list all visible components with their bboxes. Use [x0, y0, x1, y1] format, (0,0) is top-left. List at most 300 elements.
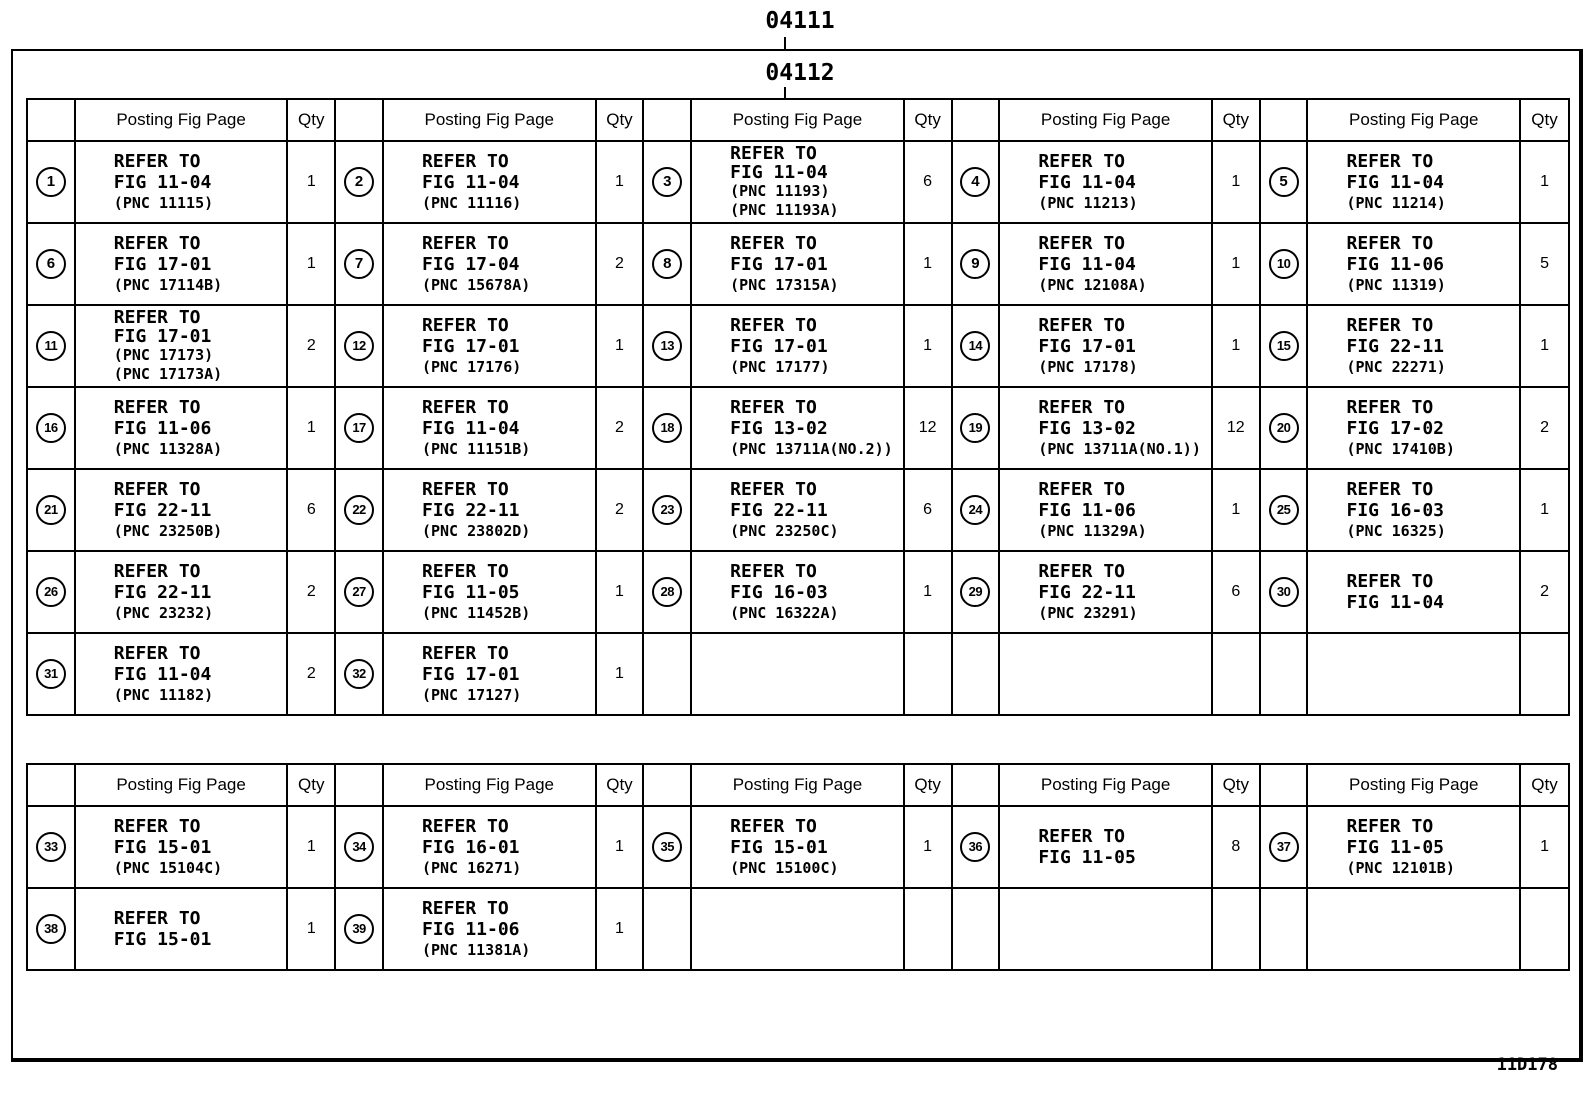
pnc-reference: (PNC 11182): [113, 685, 214, 704]
item-number-badge: 10: [1269, 249, 1299, 279]
pnc-reference: (PNC 17176): [421, 357, 522, 376]
pnc-reference: (PNC 11329A): [1038, 521, 1147, 540]
figure-reference: FIG 17-04: [421, 253, 520, 275]
refer-to-label: REFER TO: [1346, 232, 1434, 254]
item-number-cell: [1260, 469, 1308, 551]
header-index-cell: [643, 764, 691, 806]
header-posting-fig-page: Posting Fig Page: [999, 99, 1212, 141]
pnc-reference: (PNC 15678A): [421, 275, 531, 294]
quantity-cell: 1: [904, 806, 952, 888]
figure-reference: FIG 11-04: [421, 171, 520, 193]
table-row: [27, 141, 1569, 223]
pnc-reference: (PNC 16325): [1346, 521, 1446, 540]
table-row: [27, 305, 1569, 387]
item-number-badge: 14: [960, 331, 990, 361]
item-number-cell: [1260, 141, 1308, 223]
table-row: [27, 888, 1569, 970]
quantity-cell: 2: [1520, 551, 1569, 633]
refer-to-label: REFER TO: [421, 815, 509, 837]
item-number-badge: 3: [652, 167, 682, 197]
item-number-badge: 21: [36, 495, 66, 525]
quantity-cell: 1: [904, 223, 952, 305]
pnc-reference: (PNC 17127): [421, 685, 522, 704]
quantity-cell: 2: [1520, 387, 1569, 469]
item-number-cell: [27, 469, 75, 551]
posting-reference-cell: [691, 806, 904, 888]
header-index-cell: [27, 764, 75, 806]
table-row: [27, 469, 1569, 551]
quantity-cell: 6: [904, 469, 952, 551]
posting-reference-cell: [691, 469, 904, 551]
posting-reference-cell: [999, 141, 1212, 223]
posting-reference-cell: [691, 387, 904, 469]
figure-reference: FIG 11-04: [113, 171, 212, 193]
quantity-cell: 1: [1212, 141, 1260, 223]
item-number-badge: 26: [36, 577, 66, 607]
figure-reference: FIG 11-05: [1038, 847, 1136, 868]
item-number-badge: 18: [652, 413, 682, 443]
posting-reference-cell: [1307, 305, 1520, 387]
refer-to-label: REFER TO: [1346, 314, 1434, 336]
quantity-cell: 6: [287, 469, 335, 551]
figure-reference: FIG 11-06: [1038, 499, 1136, 521]
item-number-cell: [335, 551, 383, 633]
figure-reference: FIG 11-04: [730, 162, 828, 183]
header-qty: Qty: [596, 764, 644, 806]
refer-to-label: REFER TO: [1038, 826, 1126, 847]
item-number-cell: [643, 888, 691, 970]
refer-to-label: REFER TO: [113, 560, 201, 582]
item-number-cell: [1260, 806, 1308, 888]
pnc-reference: (PNC 15104C): [113, 858, 223, 877]
header-index-cell: [952, 764, 1000, 806]
item-number-cell: [643, 305, 691, 387]
pnc-reference: (PNC 12101B): [1346, 858, 1455, 877]
pnc-reference: (PNC 11319): [1346, 275, 1446, 294]
item-number-cell: [1260, 387, 1308, 469]
table-header-row: [27, 99, 1569, 141]
pnc-reference: (PNC 11381A): [421, 940, 531, 959]
quantity-cell: 2: [287, 305, 335, 387]
item-number-badge: 31: [36, 659, 66, 689]
item-number-cell: [27, 888, 75, 970]
quantity-cell: 8: [1212, 806, 1260, 888]
table-row: [27, 223, 1569, 305]
posting-reference-cell: [75, 551, 288, 633]
quantity-cell: 1: [287, 141, 335, 223]
item-number-cell: [952, 633, 1000, 715]
quantity-cell: 6: [1212, 551, 1260, 633]
posting-reference-cell: [383, 387, 596, 469]
header-qty: Qty: [1212, 764, 1260, 806]
item-number-cell: [1260, 551, 1308, 633]
figure-reference: FIG 11-05: [1346, 836, 1445, 858]
item-number-cell: [335, 305, 383, 387]
pnc-reference: (PNC 17410B): [1346, 439, 1455, 458]
pnc-reference: (PNC 11452B): [421, 603, 531, 622]
refer-to-label: REFER TO: [113, 396, 201, 418]
header-posting-fig-page: Posting Fig Page: [75, 764, 288, 806]
refer-to-label: REFER TO: [730, 560, 817, 582]
header-index-cell: [1260, 99, 1308, 141]
quantity-cell: 1: [596, 806, 644, 888]
header-posting-fig-page: Posting Fig Page: [691, 764, 904, 806]
item-number-cell: [952, 806, 1000, 888]
refer-to-label: REFER TO: [421, 232, 509, 254]
refer-to-label: REFER TO: [113, 908, 201, 929]
posting-reference-cell: [999, 633, 1212, 715]
item-number-cell: [335, 223, 383, 305]
item-number-cell: [952, 551, 1000, 633]
posting-reference-cell: [691, 551, 904, 633]
figure-reference: FIG 17-02: [1346, 417, 1445, 439]
item-number-cell: [1260, 223, 1308, 305]
item-number-badge: 16: [36, 413, 66, 443]
refer-to-label: REFER TO: [421, 560, 509, 582]
item-number-badge: 8: [652, 249, 682, 279]
pnc-reference: (PNC 17173A): [113, 365, 223, 383]
figure-reference: FIG 17-01: [1038, 335, 1136, 357]
header-posting-fig-page: Posting Fig Page: [1307, 99, 1520, 141]
item-number-cell: [27, 806, 75, 888]
quantity-cell: 2: [287, 633, 335, 715]
item-number-badge: 17: [344, 413, 374, 443]
header-index-cell: [335, 764, 383, 806]
item-number-cell: [335, 469, 383, 551]
quantity-cell: [1212, 633, 1260, 715]
pnc-reference: (PNC 17173): [113, 346, 214, 364]
item-number-cell: [952, 141, 1000, 223]
illustration-id: 11D178: [1496, 1055, 1558, 1075]
figure-reference: FIG 17-01: [730, 335, 828, 357]
pnc-reference: (PNC 16271): [421, 858, 522, 877]
posting-reference-cell: [999, 387, 1212, 469]
figure-reference: FIG 22-11: [730, 499, 828, 521]
pnc-reference: (PNC 16322A): [730, 603, 839, 622]
table-row: [27, 633, 1569, 715]
pnc-reference: (PNC 11193A): [730, 201, 839, 219]
refer-to-label: REFER TO: [1346, 815, 1434, 837]
figure-reference: FIG 11-04: [1346, 171, 1445, 193]
item-number-cell: [335, 806, 383, 888]
item-number-badge: 12: [344, 331, 374, 361]
quantity-cell: [1212, 888, 1260, 970]
pnc-reference: (PNC 11213): [1038, 193, 1138, 212]
item-number-cell: [643, 387, 691, 469]
posting-reference-cell: [383, 469, 596, 551]
refer-to-label: REFER TO: [1038, 396, 1126, 418]
item-number-cell: [335, 387, 383, 469]
pnc-reference: (PNC 22271): [1346, 357, 1446, 376]
figure-reference: FIG 17-01: [113, 326, 212, 347]
item-number-badge: 23: [652, 495, 682, 525]
pnc-reference: (PNC 23232): [113, 603, 214, 622]
posting-reference-cell: [999, 305, 1212, 387]
item-number-cell: [27, 223, 75, 305]
quantity-cell: 2: [596, 223, 644, 305]
refer-to-label: REFER TO: [730, 314, 817, 336]
refer-to-label: REFER TO: [1038, 150, 1126, 172]
quantity-cell: 1: [1212, 469, 1260, 551]
quantity-cell: 2: [596, 469, 644, 551]
posting-reference-cell: [383, 888, 596, 970]
item-number-cell: [335, 141, 383, 223]
refer-to-label: REFER TO: [730, 396, 817, 418]
header-qty: Qty: [287, 99, 335, 141]
refer-to-label: REFER TO: [421, 314, 509, 336]
parts-reference-table-1: [26, 98, 1570, 716]
refer-to-label: REFER TO: [1346, 150, 1434, 172]
quantity-cell: 1: [904, 551, 952, 633]
figure-reference: FIG 11-06: [113, 417, 212, 439]
figure-reference: FIG 11-04: [421, 417, 520, 439]
header-qty: Qty: [596, 99, 644, 141]
figure-reference: FIG 13-02: [730, 417, 828, 439]
item-number-cell: [643, 469, 691, 551]
posting-reference-cell: [75, 223, 288, 305]
figure-reference: FIG 15-01: [730, 836, 828, 858]
quantity-cell: 1: [1520, 469, 1569, 551]
item-number-badge: 38: [36, 914, 66, 944]
item-number-badge: 32: [344, 659, 374, 689]
item-number-badge: 4: [960, 167, 990, 197]
item-number-badge: 24: [960, 495, 990, 525]
quantity-cell: 1: [1520, 806, 1569, 888]
refer-to-label: REFER TO: [421, 478, 509, 500]
figure-reference: FIG 17-01: [730, 253, 828, 275]
item-number-badge: 15: [1269, 331, 1299, 361]
item-number-cell: [952, 223, 1000, 305]
figure-reference: FIG 22-11: [1346, 335, 1445, 357]
posting-reference-cell: [75, 806, 288, 888]
item-number-cell: [643, 806, 691, 888]
refer-to-label: REFER TO: [113, 150, 201, 172]
quantity-cell: 1: [1212, 305, 1260, 387]
pnc-reference: (PNC 11193): [730, 182, 830, 200]
pnc-reference: (PNC 23291): [1038, 603, 1138, 622]
header-index-cell: [27, 99, 75, 141]
refer-to-label: REFER TO: [113, 478, 201, 500]
figure-reference: FIG 22-11: [113, 581, 212, 603]
figure-reference: FIG 16-03: [1346, 499, 1445, 521]
pnc-reference: (PNC 17177): [730, 357, 830, 376]
posting-reference-cell: [999, 223, 1212, 305]
quantity-cell: 1: [287, 888, 335, 970]
figure-reference: FIG 11-04: [1038, 253, 1136, 275]
item-number-badge: 9: [960, 249, 990, 279]
header-posting-fig-page: Posting Fig Page: [999, 764, 1212, 806]
table-row: [27, 551, 1569, 633]
item-number-badge: 20: [1269, 413, 1299, 443]
figure-reference: FIG 11-06: [1346, 253, 1445, 275]
posting-reference-cell: [383, 551, 596, 633]
posting-reference-cell: [75, 387, 288, 469]
refer-to-label: REFER TO: [113, 815, 201, 837]
refer-to-label: REFER TO: [1038, 478, 1126, 500]
figure-reference: FIG 13-02: [1038, 417, 1136, 439]
quantity-cell: 2: [596, 387, 644, 469]
item-number-cell: [335, 633, 383, 715]
pnc-reference: (PNC 15100C): [730, 858, 839, 877]
quantity-cell: [1520, 888, 1569, 970]
assembly-connector-line: [784, 37, 786, 49]
table-row: [27, 806, 1569, 888]
refer-to-label: REFER TO: [730, 143, 817, 164]
quantity-cell: 12: [1212, 387, 1260, 469]
figure-reference: FIG 11-05: [421, 581, 520, 603]
pnc-reference: (PNC 23802D): [421, 521, 531, 540]
header-qty: Qty: [904, 764, 952, 806]
quantity-cell: [1520, 633, 1569, 715]
refer-to-label: REFER TO: [421, 642, 509, 664]
figure-reference: FIG 15-01: [113, 929, 212, 950]
refer-to-label: REFER TO: [113, 232, 201, 254]
pnc-reference: (PNC 13711A(NO.2)): [730, 439, 893, 458]
table-row: [27, 387, 1569, 469]
item-number-cell: [643, 141, 691, 223]
figure-reference: FIG 17-01: [421, 663, 520, 685]
refer-to-label: REFER TO: [113, 642, 201, 664]
item-number-cell: [1260, 888, 1308, 970]
item-number-badge: 29: [960, 577, 990, 607]
item-number-cell: [27, 305, 75, 387]
refer-to-label: REFER TO: [730, 815, 817, 837]
header-qty: Qty: [287, 764, 335, 806]
item-number-cell: [952, 387, 1000, 469]
posting-reference-cell: [1307, 888, 1520, 970]
figure-reference: FIG 16-03: [730, 581, 828, 603]
refer-to-label: REFER TO: [421, 150, 509, 172]
posting-reference-cell: [75, 633, 288, 715]
posting-reference-cell: [691, 633, 904, 715]
item-number-badge: 13: [652, 331, 682, 361]
posting-reference-cell: [1307, 806, 1520, 888]
header-posting-fig-page: Posting Fig Page: [691, 99, 904, 141]
figure-reference: FIG 22-11: [113, 499, 212, 521]
posting-reference-cell: [999, 888, 1212, 970]
pnc-reference: (PNC 11328A): [113, 439, 223, 458]
pnc-reference: (PNC 23250C): [730, 521, 839, 540]
quantity-cell: [904, 888, 952, 970]
item-number-cell: [952, 888, 1000, 970]
item-number-badge: 34: [344, 832, 374, 862]
pnc-reference: (PNC 11151B): [421, 439, 531, 458]
posting-reference-cell: [383, 806, 596, 888]
item-number-cell: [643, 551, 691, 633]
item-number-cell: [27, 387, 75, 469]
posting-reference-cell: [999, 551, 1212, 633]
quantity-cell: 1: [596, 551, 644, 633]
posting-reference-cell: [383, 141, 596, 223]
item-number-cell: [952, 469, 1000, 551]
figure-reference: FIG 11-04: [1346, 592, 1445, 613]
item-number-cell: [1260, 633, 1308, 715]
figure-reference: FIG 11-04: [1038, 171, 1136, 193]
quantity-cell: 2: [287, 551, 335, 633]
refer-to-label: REFER TO: [730, 478, 817, 500]
item-number-badge: 1: [36, 167, 66, 197]
refer-to-label: REFER TO: [421, 897, 509, 919]
header-index-cell: [335, 99, 383, 141]
posting-reference-cell: [383, 633, 596, 715]
item-number-badge: 5: [1269, 167, 1299, 197]
pnc-reference: (PNC 11214): [1346, 193, 1446, 212]
item-number-badge: 39: [344, 914, 374, 944]
quantity-cell: 1: [596, 888, 644, 970]
quantity-cell: 1: [1212, 223, 1260, 305]
item-number-cell: [1260, 305, 1308, 387]
refer-to-label: REFER TO: [1038, 560, 1126, 582]
posting-reference-cell: [75, 888, 288, 970]
posting-reference-cell: [75, 469, 288, 551]
posting-reference-cell: [383, 223, 596, 305]
pnc-reference: (PNC 17114B): [113, 275, 223, 294]
figure-reference: FIG 15-01: [113, 836, 212, 858]
table-header-row: [27, 764, 1569, 806]
quantity-cell: 1: [287, 387, 335, 469]
quantity-cell: 1: [287, 806, 335, 888]
item-number-cell: [952, 305, 1000, 387]
pnc-reference: (PNC 17178): [1038, 357, 1138, 376]
item-number-badge: 27: [344, 577, 374, 607]
item-number-cell: [27, 633, 75, 715]
item-number-cell: [27, 551, 75, 633]
header-qty: Qty: [1520, 99, 1569, 141]
posting-reference-cell: [999, 806, 1212, 888]
header-qty: Qty: [1212, 99, 1260, 141]
pnc-reference: (PNC 11115): [113, 193, 214, 212]
quantity-cell: [904, 633, 952, 715]
refer-to-label: REFER TO: [1346, 396, 1434, 418]
item-number-badge: 28: [652, 577, 682, 607]
item-number-badge: 36: [960, 832, 990, 862]
pnc-reference: (PNC 17315A): [730, 275, 839, 294]
item-number-badge: 37: [1269, 832, 1299, 862]
pnc-reference: (PNC 11116): [421, 193, 522, 212]
figure-reference: FIG 16-01: [421, 836, 520, 858]
figure-reference: FIG 22-11: [1038, 581, 1136, 603]
quantity-cell: 1: [287, 223, 335, 305]
quantity-cell: 6: [904, 141, 952, 223]
posting-reference-cell: [1307, 387, 1520, 469]
posting-reference-cell: [691, 305, 904, 387]
posting-reference-cell: [1307, 633, 1520, 715]
item-number-cell: [643, 633, 691, 715]
posting-reference-cell: [75, 141, 288, 223]
quantity-cell: 5: [1520, 223, 1569, 305]
refer-to-label: REFER TO: [421, 396, 509, 418]
header-qty: Qty: [904, 99, 952, 141]
header-qty: Qty: [1520, 764, 1569, 806]
refer-to-label: REFER TO: [1038, 232, 1126, 254]
refer-to-label: REFER TO: [1038, 314, 1126, 336]
item-number-cell: [335, 888, 383, 970]
header-posting-fig-page: Posting Fig Page: [383, 99, 596, 141]
header-index-cell: [1260, 764, 1308, 806]
quantity-cell: 1: [1520, 305, 1569, 387]
figure-reference: FIG 17-01: [113, 253, 212, 275]
refer-to-label: REFER TO: [113, 307, 201, 328]
posting-reference-cell: [999, 469, 1212, 551]
quantity-cell: 1: [1520, 141, 1569, 223]
item-number-badge: 25: [1269, 495, 1299, 525]
posting-reference-cell: [1307, 141, 1520, 223]
header-posting-fig-page: Posting Fig Page: [383, 764, 596, 806]
item-number-cell: [27, 141, 75, 223]
refer-to-label: REFER TO: [730, 232, 817, 254]
header-index-cell: [643, 99, 691, 141]
quantity-cell: 1: [596, 633, 644, 715]
